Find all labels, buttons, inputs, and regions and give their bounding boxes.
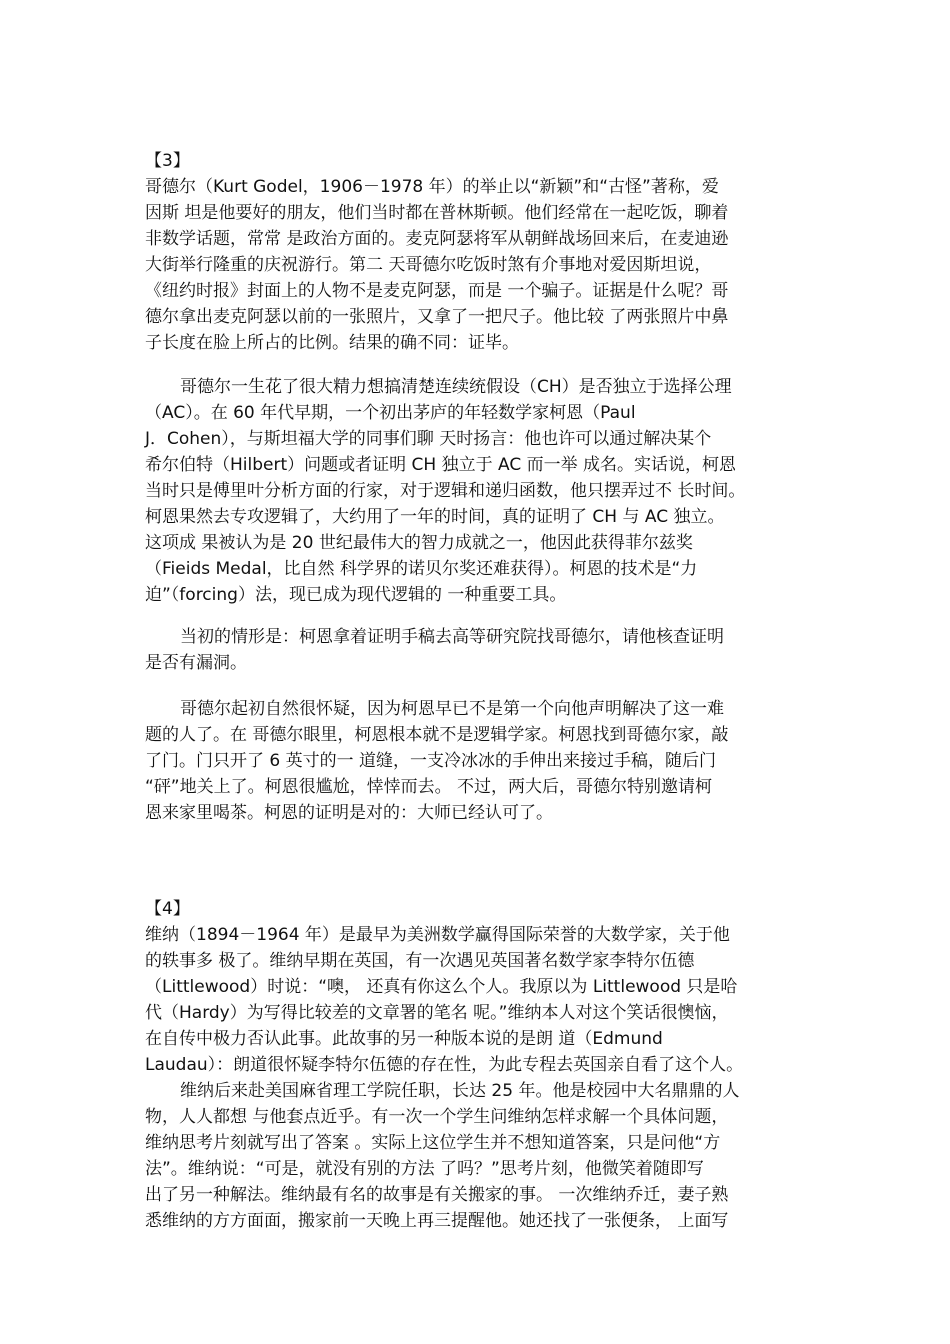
section-heading-4: 【4】 (145, 899, 190, 919)
text-line: 维纳（1894－1964 年）是最早为美洲数学赢得国际荣誉的大数学家，关于他 (145, 925, 730, 945)
text-line: J．Cohen），与斯坦福大学的同事们聊 天时扬言：他也许可以通过解决某个 (145, 429, 712, 449)
text-line: 的轶事多 极了。维纳早期在英国，有一次遇见英国著名数学家李特尔伍德 (145, 951, 695, 971)
text-line: 非数学话题，常常 是政治方面的。麦克阿瑟将军从朝鲜战场回来后，在麦迪逊 (145, 229, 729, 249)
text-line: 题的人了。在 哥德尔眼里，柯恩根本就不是逻辑学家。柯恩找到哥德尔家，敲 (145, 725, 729, 745)
text-line: 子长度在脸上所占的比例。结果的确不同：证毕。 (145, 333, 519, 353)
text-line: 物，人人都想 与他套点近乎。有一次一个学生问维纳怎样求解一个具体问题， (145, 1107, 729, 1127)
text-line: 德尔拿出麦克阿瑟以前的一张照片，又拿了一把尺子。他比较 了两张照片中鼻 (145, 307, 729, 327)
text-line: 柯恩果然去专攻逻辑了，大约用了一年的时间，真的证明了 CH 与 AC 独立。 (145, 507, 725, 527)
text-line: 迫”（forcing）法，现已成为现代逻辑的 一种重要工具。 (145, 585, 567, 605)
text-line: 维纳思考片刻就写出了答案 。实际上这位学生并不想知道答案，只是问他“方 (145, 1133, 721, 1153)
text-line: 出了另一种解法。维纳最有名的故事是有关搬家的事。 一次维纳乔迁，妻子熟 (145, 1185, 729, 1205)
text-line: （Fieids Medal，比自然 科学界的诺贝尔奖还难获得）。柯恩的技术是“力 (145, 559, 698, 579)
text-line: 维纳后来赴美国麻省理工学院任职，长达 25 年。他是校园中大名鼎鼎的人 (180, 1081, 740, 1101)
text-line: 恩来家里喝茶。柯恩的证明是对的：大师已经认可了。 (145, 803, 553, 823)
text-line: （Littlewood）时说：“噢， 还真有你这么个人。我原以为 Littlewood 只是哈 (145, 977, 738, 997)
text-line: 悉维纳的方方面面，搬家前一天晚上再三提醒他。她还找了一张便条， 上面写 (145, 1211, 729, 1231)
text-line: 代（Hardy）为写得比较差的文章署的笔名 呢。”维纳本人对这个笑话很懊恼， (145, 1003, 729, 1023)
text-line: 《纽约时报》封面上的人物不是麦克阿瑟，而是 一个骗子。证据是什么呢？哥 (145, 281, 729, 301)
text-line: 哥德尔一生花了很大精力想搞清楚连续统假设（CH）是否独立于选择公理 (180, 377, 732, 397)
text-line: 法”。维纳说：“可是，就没有别的方法 了吗？”思考片刻，他微笑着随即写 (145, 1159, 704, 1179)
text-line: 在自传中极力否认此事。此故事的另一种版本说的是朗 道（Edmund (145, 1029, 663, 1049)
text-line: 哥德尔起初自然很怀疑，因为柯恩早已不是第一个向他声明解决了这一难 (180, 699, 724, 719)
text-line: 希尔伯特（Hilbert）问题或者证明 CH 独立于 AC 而一举 成名。实话说，柯恩 (145, 455, 737, 475)
text-line: 当时只是傅里叶分析方面的行家，对于逻辑和递归函数，他只摆弄过不 长时间。 (145, 481, 746, 501)
text-line: 当初的情形是：柯恩拿着证明手稿去高等研究院找哥德尔，请他核查证明 (180, 627, 724, 647)
text-line: 是否有漏洞。 (145, 653, 247, 673)
text-line: 因斯 坦是他要好的朋友，他们当时都在普林斯顿。他们经常在一起吃饭，聊着 (145, 203, 729, 223)
text-line: “砰”地关上了。柯恩很尴尬，悻悻而去。 不过，两大后，哥德尔特别邀请柯 (145, 777, 713, 797)
text-line: 了门。门只开了 6 英寸的一 道缝，一支冷冰冰的手伸出来接过手稿，随后门 (145, 751, 717, 771)
text-line: 哥德尔（Kurt Godel，1906－1978 年）的举止以“新颖”和“古怪”著称，爱 (145, 177, 719, 197)
text-line: 大街举行隆重的庆祝游行。第二 天哥德尔吃饭时煞有介事地对爱因斯坦说， (145, 255, 712, 275)
text-line: Laudau）：朗道很怀疑李特尔伍德的存在性，为此专程去英国亲自看了这个人。 (145, 1055, 744, 1075)
text-line: （AC）。在 60 年代早期，一个初出茅庐的年轻数学家柯恩（Paul (145, 403, 636, 423)
text-line: 这项成 果被认为是 20 世纪最伟大的智力成就之一，他因此获得菲尔兹奖 (145, 533, 693, 553)
section-heading-3: 【3】 (145, 151, 190, 171)
